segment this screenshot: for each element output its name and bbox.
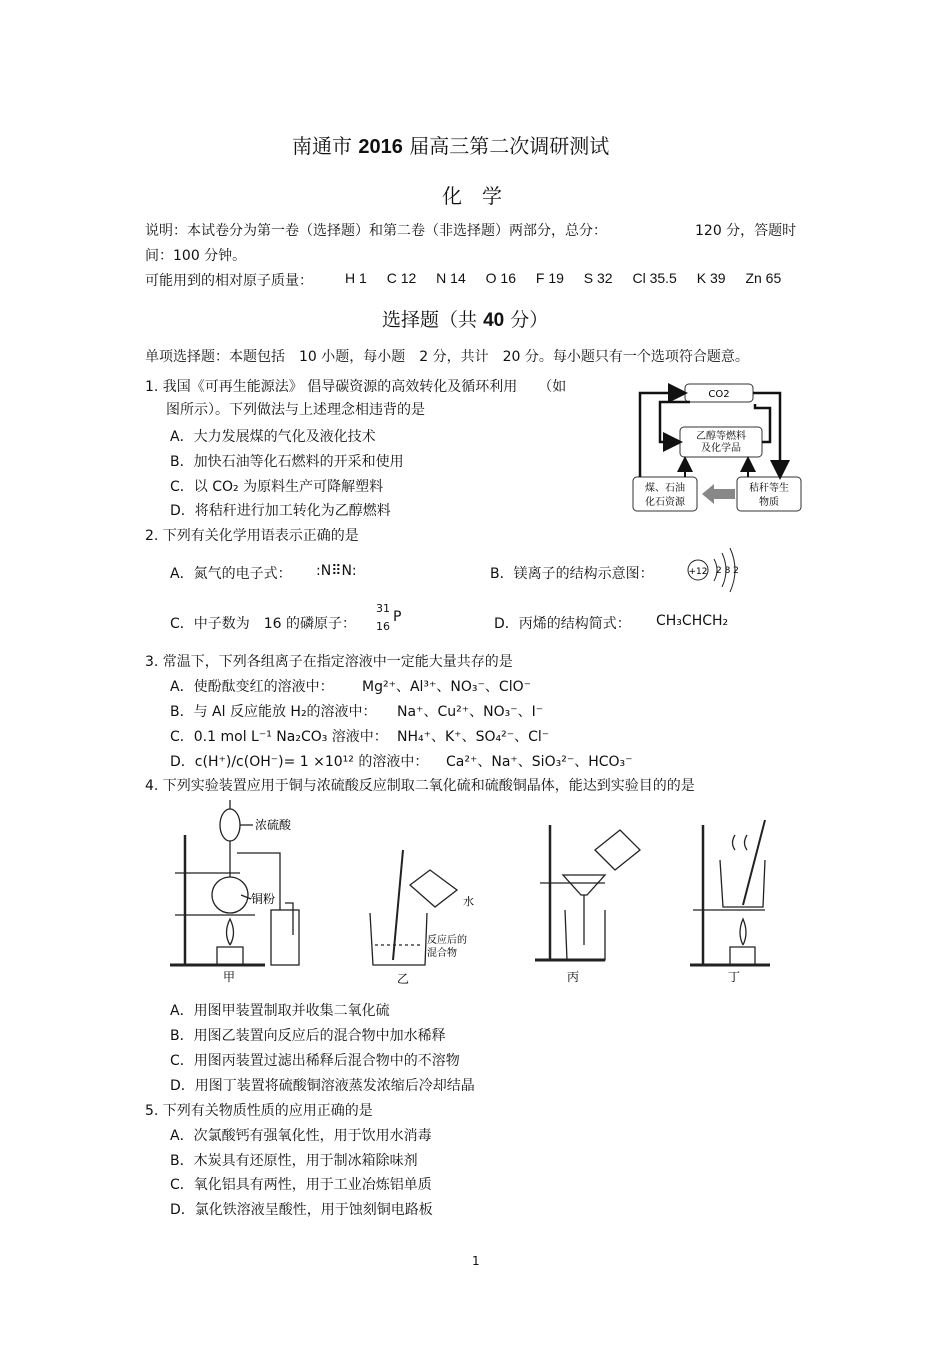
label-acid: 浓硫酸 — [255, 818, 292, 832]
pour-beaker-yi — [410, 870, 457, 907]
q3-option-d-ions: Ca²⁺、Na⁺、SiO₃²⁻、HCO₃⁻ — [446, 754, 633, 770]
label-jia: 甲 — [223, 970, 236, 984]
center-label-2: 及化学品 — [701, 443, 741, 454]
gray-arrow — [702, 484, 735, 504]
mg-ion-diagram — [682, 545, 754, 595]
nucleus-label: +12 — [688, 567, 708, 577]
section-title — [382, 305, 548, 332]
title-pre: 南通市 — [292, 134, 352, 158]
q1-stem-1: 1. 我国《可再生能源法》 倡导碳资源的高效转化及循环利用 （如 — [145, 379, 567, 395]
arrow-fossil-to-co2 — [640, 393, 683, 477]
element-symbol: P — [393, 609, 402, 625]
funnel-bing — [563, 875, 605, 895]
mass-item: S 32 — [583, 270, 613, 286]
mass-label: 可能用到的相对原子质量： — [145, 273, 313, 289]
gas-bottle-jia — [271, 910, 299, 965]
mass-list — [345, 270, 781, 286]
q5-option-c: C．氧化铝具有两性，用于工业冶炼铝单质 — [170, 1177, 432, 1193]
flame-ding — [740, 919, 746, 945]
q4-stem: 4. 下列实验装置应用于铜与浓硫酸反应制取二氧化硫和硫酸铜晶体，能达到实验目的的是 — [145, 778, 695, 794]
beaker-yi — [370, 913, 427, 965]
section-title-pre: 选择题（共 — [382, 309, 478, 331]
center-label-1: 乙醇等燃料 — [696, 431, 746, 442]
q2-stem: 2. 下列有关化学用语表示正确的是 — [145, 528, 359, 544]
q2-option-a-formula: :N⠿N: — [316, 563, 357, 579]
title-post: 届高三第二次调研测试 — [409, 134, 610, 158]
q1-option-d: D．将秸秆进行加工转化为乙醇燃料 — [170, 503, 391, 519]
mass-item: H 1 — [345, 270, 367, 286]
q2-option-a: A．氮气的电子式： — [170, 566, 292, 582]
pointer-cu — [241, 895, 251, 899]
intro-score: 120 分，答题时 — [695, 223, 797, 239]
rod-yi — [393, 850, 403, 960]
section-title-post: 分） — [510, 309, 549, 331]
q2-option-c: C．中子数为 16 的磷原子： — [170, 616, 357, 632]
beaker-bing — [565, 910, 605, 960]
q5-option-b: B．木炭具有还原性，用于制冰箱除味剂 — [170, 1153, 418, 1169]
q2-option-b: B．镁离子的结构示意图： — [490, 566, 654, 582]
label-bing: 丙 — [567, 970, 580, 984]
page-title — [292, 130, 609, 159]
q3-option-b-ions: Na⁺、Cu²⁺、NO₃⁻、I⁻ — [397, 704, 544, 720]
biomass-label-1: 秸秆等生 — [749, 483, 789, 494]
mass-item: N 14 — [436, 270, 466, 286]
subject-title: 化 学 — [442, 184, 502, 208]
intro-line2: 间：100 分钟。 — [145, 248, 247, 264]
mass-item: F 19 — [535, 270, 564, 286]
q5-option-d: D．氯化铁溶液呈酸性，用于蚀刻铜电路板 — [170, 1202, 433, 1218]
section-title-num: 40 — [483, 310, 505, 331]
page-number: 1 — [472, 1254, 480, 1268]
fossil-label-2: 化石资源 — [645, 497, 685, 508]
intro-line1: 说明：本试卷分为第一卷（选择题）和第二卷（非选择题）两部分，总分： — [145, 223, 607, 239]
q1-option-c: C．以 CO₂ 为原料生产可降解塑料 — [170, 479, 384, 495]
mass-item: O 16 — [485, 270, 516, 286]
q3-option-a: A．使酚酞变红的溶液中： — [170, 679, 334, 695]
steam-ding — [733, 835, 748, 850]
mass-item: C 12 — [386, 270, 417, 286]
q2-option-d-formula: CH₃CHCH₂ — [656, 613, 729, 629]
q2-option-d: D．丙烯的结构简式： — [494, 616, 631, 632]
mass-number: 31 — [376, 602, 390, 615]
mass-item: Zn 65 — [745, 270, 782, 286]
label-water: 水 — [463, 895, 474, 908]
q1-option-a: A．大力发展煤的气化及液化技术 — [170, 429, 376, 445]
carbon-cycle-diagram — [630, 380, 805, 515]
q3-option-a-ions: Mg²⁺、Al³⁺、NO₃⁻、ClO⁻ — [362, 679, 532, 695]
label-yi: 乙 — [397, 972, 410, 986]
apparatus-figures — [165, 795, 785, 990]
q4-option-d: D．用图丁装置将硫酸铜溶液蒸发浓缩后冷却结晶 — [170, 1078, 475, 1094]
mass-item: K 39 — [696, 270, 726, 286]
q3-option-c: C．0.1 mol L⁻¹ Na₂CO₃ 溶液中： — [170, 729, 388, 745]
label-mix-1: 反应后的 — [427, 935, 467, 946]
atomic-number: 16 — [376, 620, 390, 633]
lamp-ding — [730, 947, 755, 965]
biomass-label-2: 物质 — [759, 497, 779, 508]
section-instruction: 单项选择题：本题包括 10 小题，每小题 2 分，共计 20 分。每小题只有一个选项符合题意。 — [145, 349, 749, 365]
q4-option-b: B．用图乙装置向反应后的混合物中加水稀释 — [170, 1028, 446, 1044]
fossil-label-1: 煤、石油 — [645, 483, 685, 494]
q3-option-b: B．与 Al 反应能放 H₂的溶液中： — [170, 704, 377, 720]
mass-item: Cl 35.5 — [632, 270, 677, 286]
q3-option-c-ions: NH₄⁺、K⁺、SO₄²⁻、Cl⁻ — [397, 729, 550, 745]
title-year: 2016 — [358, 136, 403, 158]
label-ding: 丁 — [728, 970, 741, 984]
shell-electrons: 2 8 2 — [716, 566, 739, 576]
q1-option-b: B．加快石油等化石燃料的开采和使用 — [170, 454, 404, 470]
q3-option-d: D．c(H⁺)/c(OH⁻)= 1 ×10¹² 的溶液中： — [170, 754, 429, 770]
co2-label: CO2 — [708, 389, 730, 400]
q4-option-c: C．用图丙装置过滤出稀释后混合物中的不溶物 — [170, 1053, 460, 1069]
q5-stem: 5. 下列有关物质性质的应用正确的是 — [145, 1103, 373, 1119]
q5-option-a: A．次氯酸钙有强氧化性，用于饮用水消毒 — [170, 1128, 432, 1144]
funnel-jia — [220, 809, 240, 841]
rod-ding — [743, 820, 765, 905]
tube-out-jia — [285, 903, 293, 935]
label-cu: 铜粉 — [251, 892, 276, 906]
q3-stem: 3. 常温下，下列各组离子在指定溶液中一定能大量共存的是 — [145, 654, 513, 670]
flame-jia — [227, 919, 234, 945]
lamp-jia — [217, 947, 243, 965]
q1-stem-2: 图所示）。下列做法与上述理念相违背的是 — [166, 402, 425, 418]
pour-beaker-bing — [595, 830, 640, 870]
label-mix-2: 混合物 — [427, 948, 457, 959]
q4-option-a: A．用图甲装置制取并收集二氧化硫 — [170, 1003, 390, 1019]
beaker-ding — [720, 860, 765, 907]
